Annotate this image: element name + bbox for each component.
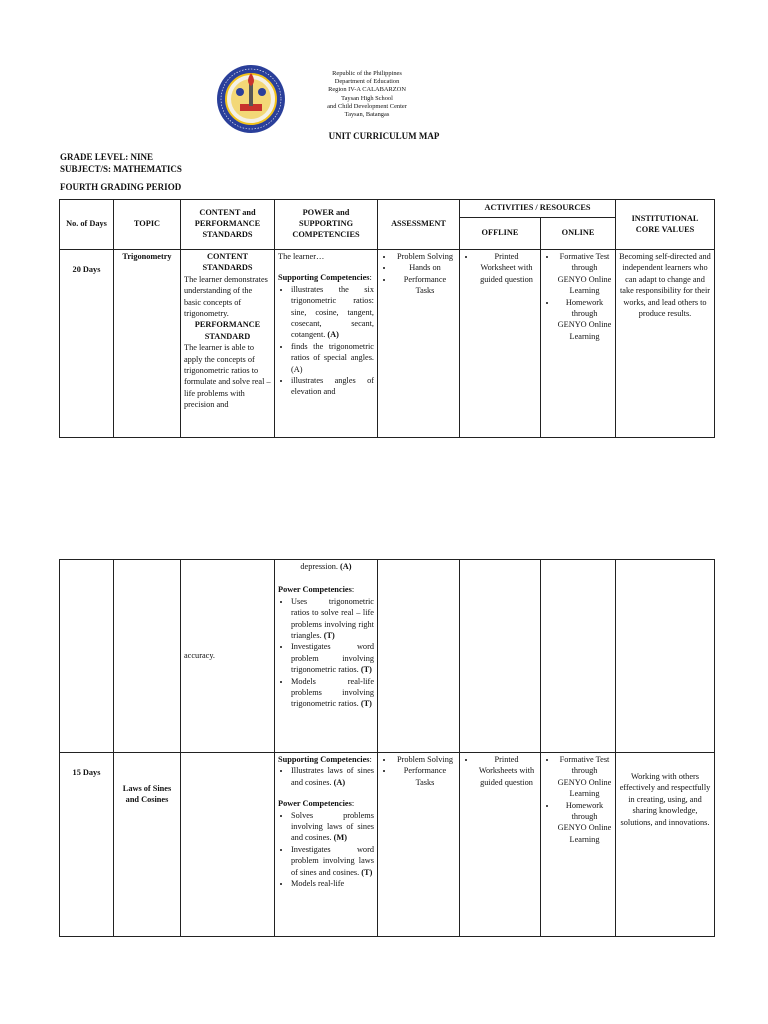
values-cell: Becoming self-directed and independent learners who can adapt to change and take responsibility for their works, and lead others to produce results. (616, 250, 715, 438)
competency-item: • finds the trigonometric ratios of special angles. (A) (291, 341, 374, 375)
curriculum-table-page2 (59, 559, 715, 937)
content-cell (181, 753, 275, 937)
header-line-region: Region IV-A CALABARZON (328, 86, 406, 94)
supporting-label: Supporting Competencies (278, 273, 370, 283)
supporting-label: Supporting Competencies (278, 755, 370, 764)
header-values: INSTITUTIONAL CORE VALUES (616, 200, 715, 250)
power-label: Power Competencies (278, 799, 352, 809)
header-line-department: Department of Education (334, 78, 400, 86)
topic-cell (114, 560, 181, 753)
content-cell (181, 250, 275, 438)
online-cell (541, 560, 616, 753)
days-cell (60, 560, 114, 753)
competency-item (291, 765, 374, 788)
competency-text: Uses trigonometric ratios to solve real – life problems involving right triangles. (291, 596, 374, 641)
header-competencies: POWER and SUPPORTING COMPETENCIES (275, 200, 378, 250)
days-cell: 15 Days (60, 753, 114, 937)
label-colon: : (351, 585, 355, 595)
depression-text: depression. (300, 562, 338, 571)
performance-standard-text: The learner is able to apply the concepts of trigonometric ratios to formulate and solve real – life problems with precision and (184, 343, 271, 410)
label-colon: : (351, 799, 355, 809)
assessment-item: • Performance Tasks (394, 765, 456, 788)
competency-item: • Models real-life (291, 878, 374, 889)
competencies-cell (275, 250, 378, 438)
subjects: SUBJECT/S: MATHEMATICS (60, 164, 182, 174)
competency-item (291, 641, 374, 675)
online-list (544, 754, 612, 845)
content-cell: accuracy. (181, 560, 275, 753)
header-days: No. of Days (60, 200, 114, 250)
competency-list (278, 810, 374, 890)
header-activities: ACTIVITIES / RESOURCES (460, 200, 616, 218)
competency-tag: (M) (333, 833, 347, 843)
competency-item (291, 284, 374, 341)
header-line-location: Taysan, Batangas (344, 111, 390, 119)
performance-standard-label: PERFORMANCE STANDARD (194, 320, 261, 341)
competency-text: Models real-life problems involving trigonometric ratios. (291, 676, 374, 709)
header-line-republic: Republic of the Philippines (332, 70, 402, 77)
competency-text: Solves problems involving laws of sines and cosines. (291, 810, 374, 843)
online-item: • Homework through GENYO Online Learning (557, 800, 612, 846)
values-cell: Working with others effectively and respectfully in creating, using, and sharing knowledge, solutions, and innovations. (616, 753, 715, 937)
assessment-list (381, 754, 456, 788)
competency-item (291, 596, 374, 642)
competency-tag: (A) (340, 562, 352, 571)
header-line-school: Taysan High School (341, 94, 393, 102)
table-row (60, 753, 715, 937)
school-header (300, 70, 434, 119)
values-cell (616, 560, 715, 753)
competency-tag: (A) (333, 777, 346, 787)
competency-item: • illustrates angles of elevation and (291, 375, 374, 398)
competency-text: Investigates word problem involving trigonometric ratios. (291, 642, 374, 675)
competency-list (278, 765, 374, 788)
competency-list (278, 596, 374, 710)
competency-tag: (T) (361, 867, 373, 877)
assessment-list (381, 251, 456, 297)
header-line-center: and Child Development Center (327, 102, 407, 110)
assessment-item: • Hands on (394, 262, 456, 273)
offline-cell (460, 560, 541, 753)
assessment-item: • Performance Tasks (394, 274, 456, 297)
learner-intro: The learner… (278, 252, 325, 261)
offline-cell (460, 753, 541, 937)
competencies-cell (275, 560, 378, 753)
days-cell: 20 Days (60, 250, 114, 438)
offline-list (463, 754, 537, 788)
competency-tag: (A) (327, 330, 339, 340)
competency-text: Investigates word problem involving laws of sines and cosines. (291, 844, 374, 877)
topic-cell: Laws of Sines and Cosines (114, 753, 181, 937)
competency-item (291, 810, 374, 844)
table-row (60, 250, 715, 438)
offline-item: • Printed Worksheets with guided question (476, 754, 537, 788)
school-seal-logo (216, 64, 286, 134)
offline-item: • Printed Worksheet with guided question (476, 251, 537, 285)
online-item: • Formative Test through GENYO Online Learning (557, 251, 612, 297)
competency-text: illustrates the six trigonometric ratios: sine, cosine, tangent, cosecant, secant, cotangent. (291, 284, 374, 340)
curriculum-table-page1 (59, 199, 715, 438)
power-label: Power Competencies (278, 585, 352, 595)
table-row (60, 560, 715, 753)
label-colon: : (369, 755, 372, 764)
online-cell (541, 250, 616, 438)
header-assessment: ASSESSMENT (378, 200, 460, 250)
label-colon: : (369, 273, 372, 283)
header-content: CONTENT and PERFORMANCE STANDARDS (181, 200, 275, 250)
header-topic: TOPIC (114, 200, 181, 250)
document-title: UNIT CURRICULUM MAP (328, 131, 440, 141)
header-offline: OFFLINE (460, 218, 541, 250)
assessment-cell (378, 753, 460, 937)
offline-list (463, 251, 537, 285)
assessment-cell (378, 250, 460, 438)
content-standards-text: The learner demonstrates understanding of the basic concepts of trigonometry. (184, 274, 268, 319)
competency-item (291, 844, 374, 878)
grade-level: GRADE LEVEL: NINE (60, 152, 154, 162)
competency-list (278, 284, 374, 398)
topic-cell: Trigonometry (114, 250, 181, 438)
competency-tag: (T) (360, 665, 372, 675)
online-cell (541, 753, 616, 937)
header-online: ONLINE (541, 218, 616, 250)
assessment-item: • Problem Solving (394, 251, 456, 262)
competencies-cell (275, 753, 378, 937)
competency-text: Illustrates laws of sines and cosines. (291, 766, 374, 787)
assessment-cell (378, 560, 460, 753)
grading-period: FOURTH GRADING PERIOD (60, 182, 182, 192)
online-list (544, 251, 612, 342)
assessment-item: • Problem Solving (394, 754, 456, 765)
competency-tag: (T) (323, 631, 335, 641)
competency-item (291, 676, 374, 710)
content-standards-label: CONTENT STANDARDS (202, 252, 253, 273)
offline-cell (460, 250, 541, 438)
online-item: • Formative Test through GENYO Online Learning (557, 754, 612, 800)
online-item: • Homework through GENYO Online Learning (557, 297, 612, 343)
competency-tag: (T) (360, 699, 372, 709)
